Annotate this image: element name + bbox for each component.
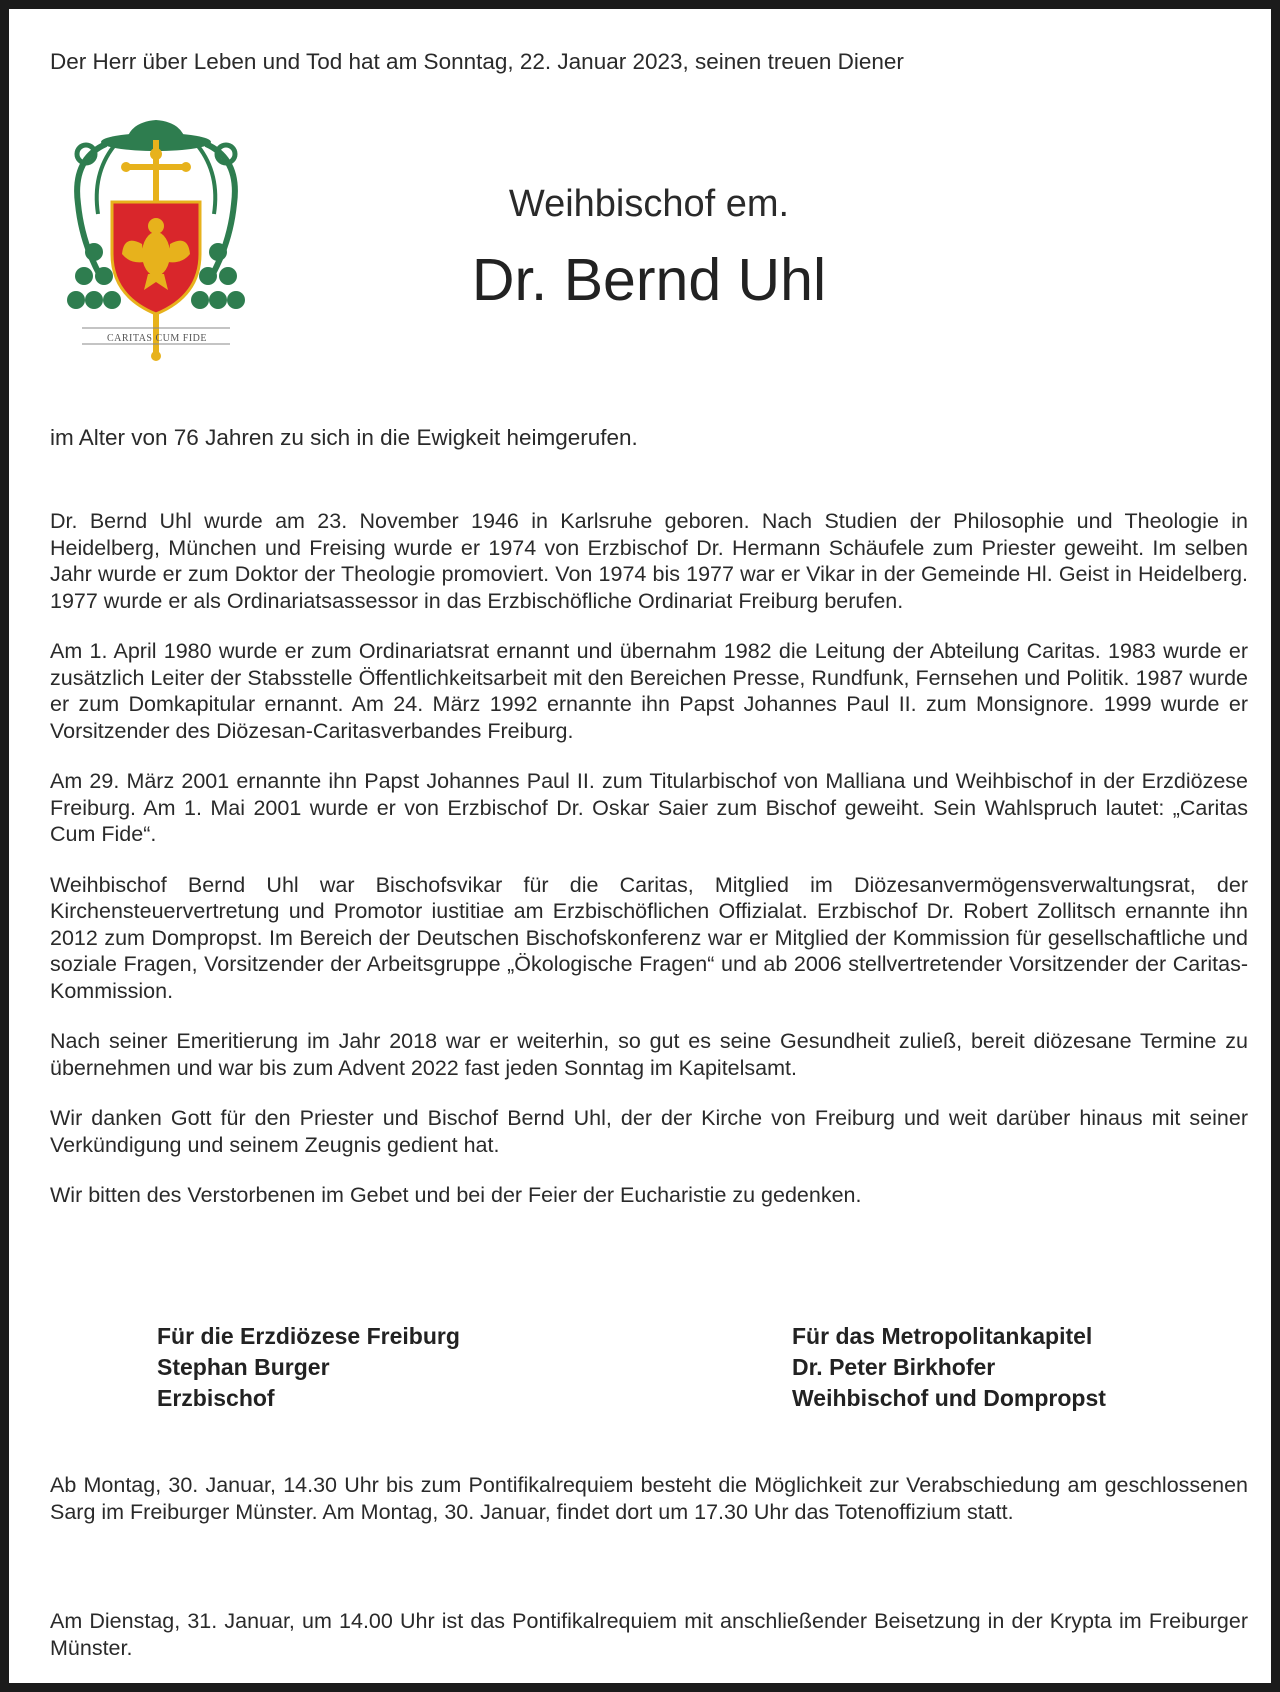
biography-paragraph: Nach seiner Emeritierung im Jahr 2018 war er weiterhin, so gut es seine Gesundheit zuließ, bereit diözesane Termine zu übernehmen und war bis zum Advent 2022 fast jeden Sonntag im Kapitelsamt. xyxy=(50,1029,1248,1080)
signature-archdiocese xyxy=(157,1321,460,1414)
signature-line: Stephan Burger xyxy=(157,1354,330,1380)
signature-line: Für die Erzdiözese Freiburg xyxy=(157,1323,460,1349)
biography-paragraph: Am 29. März 2001 ernannte ihn Papst Johannes Paul II. zum Titularbischof von Malliana und Weihbischof in der Erzdiözese Freiburg. Am 1. Mai 2001 wurde er von Erzbischof Dr. Oskar Saier zum Bischof geweiht. Sein Wahlspruch lautet: „Caritas Cum Fide“. xyxy=(50,769,1248,846)
signature-chapter xyxy=(792,1321,1106,1414)
signature-line: Dr. Peter Birkhofer xyxy=(792,1354,996,1380)
intro-line: Der Herr über Leben und Tod hat am Sonntag, 22. Januar 2023, seinen treuen Diener xyxy=(50,49,904,74)
farewell-note: Ab Montag, 30. Januar, 14.30 Uhr bis zum Pontifikalrequiem besteht die Möglichkeit zur Verabschiedung am geschlossenen Sarg im Freiburger Münster. Am Montag, 30. Januar, findet dort um 17.30 Uhr das Totenoffizium statt. xyxy=(50,1473,1248,1524)
biography xyxy=(50,508,1248,1233)
biography-paragraph: Wir bitten des Verstorbenen im Gebet und bei der Feier der Eucharistie zu gedenken. xyxy=(50,1183,862,1207)
requiem-note: Am Dienstag, 31. Januar, um 14.00 Uhr ist das Pontifikalrequiem mit anschließender Beisetzung in der Krypta im Freiburger Münster. xyxy=(50,1609,1248,1660)
biography-paragraph: Dr. Bernd Uhl wurde am 23. November 1946 in Karlsruhe geboren. Nach Studien der Philosophie und Theologie in Heidelberg, München und Freising wurde er 1974 von Erzbischof Dr. Hermann Schäufele zum Priester geweiht. Im selben Jahr wurde er zum Doktor der Theologie promoviert. Von 1974 bis 1977 war er Vikar in der Gemeinde Hl. Geist in Heidelberg. 1977 wurde er als Ordinariatsassessor in das Erzbischöfliche Ordinariat Freiburg berufen. xyxy=(50,509,1248,613)
biography-paragraph: Am 1. April 1980 wurde er zum Ordinariatsrat ernannt und übernahm 1982 die Leitung der Abteilung Caritas. 1983 wurde er zusätzlich Leiter der Stabsstelle Öffentlichkeitsarbeit mit den Bereichen Presse, Rundfunk, Fernsehen und Politik. 1987 wurde er zum Domkapitular ernannt. Am 24. März 1992 ernannte ihn Papst Johannes Paul II. zum Monsignore. 1999 wurde er Vorsitzender des Diözesan-Caritasverbandes Freiburg. xyxy=(50,639,1248,743)
coat-of-arms-icon xyxy=(54,104,259,399)
deceased-name: Dr. Bernd Uhl xyxy=(471,247,827,313)
biography-paragraph: Wir danken Gott für den Priester und Bischof Bernd Uhl, der der Kirche von Freiburg und weit darüber hinaus mit seiner Verkündigung und seinem Zeugnis gedient hat. xyxy=(50,1106,1248,1157)
biography-paragraph: Weihbischof Bernd Uhl war Bischofsvikar für die Caritas, Mitglied im Diözesanvermögensverwaltungsrat, der Kirchensteuervertretung und Promotor iustitiae am Erzbischöflichen Offizialat. Erzbischof Dr. Robert Zollitsch ernannte ihn 2012 zum Dompropst. Im Bereich der Deutschen Bischofskonferenz war er Mitglied der Kommission für gesellschaftliche und soziale Fragen, Vorsitzender der Arbeitsgruppe „Ökologische Fragen“ und ab 2006 stellvertretender Vorsitzender der Caritas-Kommission. xyxy=(50,872,1248,1003)
age-line: im Alter von 76 Jahren zu sich in die Ewigkeit heimgerufen. xyxy=(50,425,638,450)
signature-line: Erzbischof xyxy=(157,1385,275,1411)
signature-line: Weihbischof und Dompropst xyxy=(792,1385,1106,1411)
title-rank: Weihbischof em. xyxy=(508,183,790,225)
signature-line: Für das Metropolitankapitel xyxy=(792,1323,1093,1349)
crest-motto: CARITAS CUM FIDE xyxy=(107,333,207,344)
